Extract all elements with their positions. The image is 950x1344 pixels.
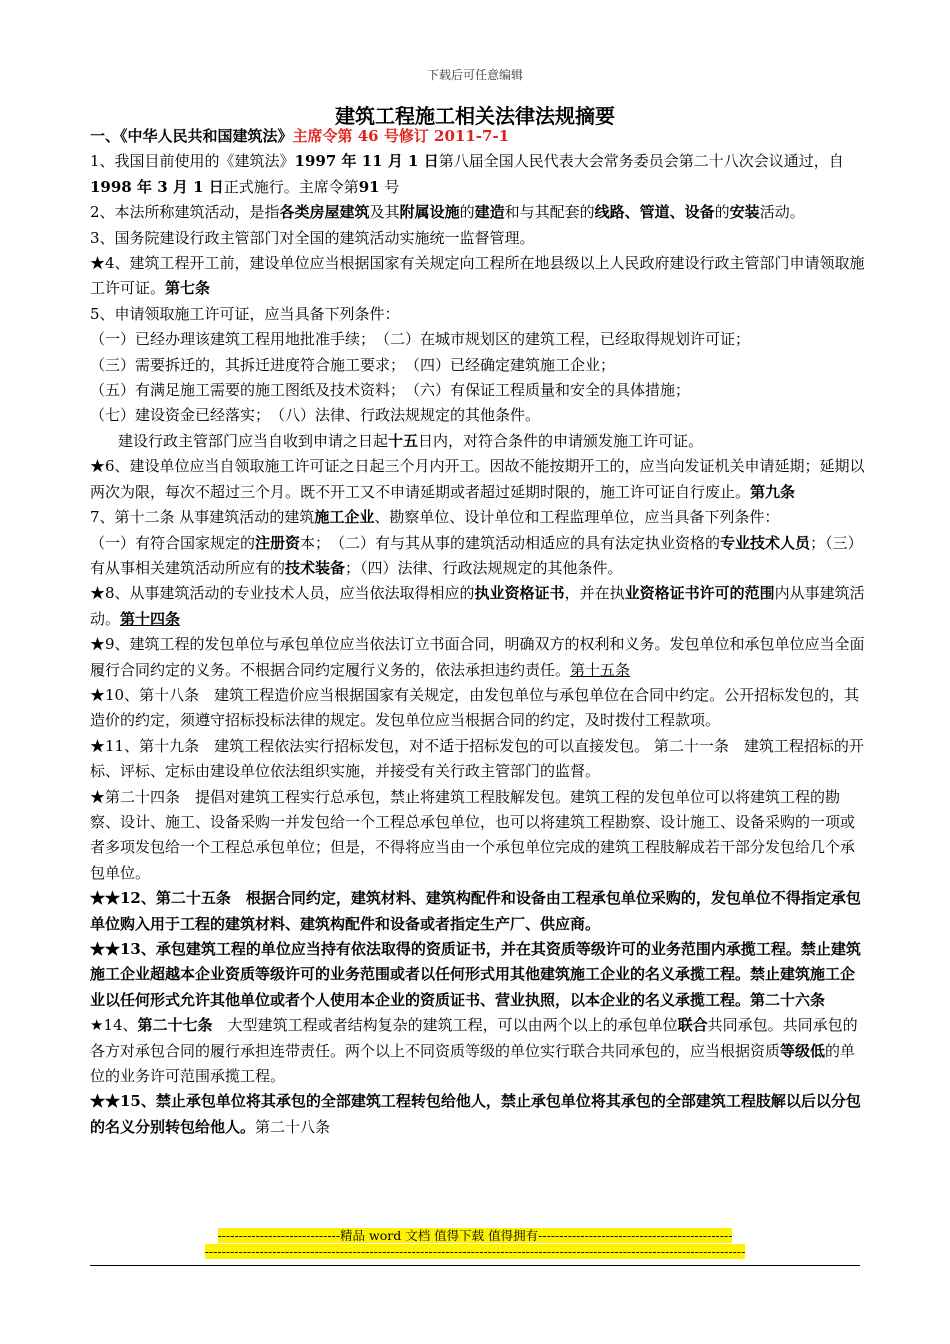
clause-10: ★10、第十八条 建筑工程造价应当根据国家有关规定，由发包单位与承包单位在合同中约定。公开招标发包的，其造价的约定，须遵守招标投标法律的规定。发包单位应当根据合同的约定，及时拨付工程款项。 (90, 685, 860, 730)
footer-banner-line-2: -------------------------------------------------------------------------------------------------------------------------------- (204, 1244, 746, 1259)
clause-5-conditions-4: （七）建设资金已经落实； （八）法律、行政法规规定的其他条件。 (90, 406, 541, 425)
clause-8: ★8、从事建筑活动的专业技术人员，应当依法取得相应的执业资格证书，并在执业资格证书许可的范围内从事建筑活动。第十四条 (90, 584, 865, 628)
clause-1: 1、我国目前使用的《建筑法》1997 年 11 月 1 日第八届全国人民代表大会常务委员会第二十八次会议通过，自1998 年 3 月 1 日正式施行。主席令第91 号 (90, 152, 844, 196)
law-name: 一、《中华人民共和国建筑法》 (90, 127, 293, 145)
clause-5-conditions-3: （五）有满足施工需要的施工图纸及技术资料； （六）有保证工程质量和安全的具体措施； (90, 381, 691, 400)
clause-5-permit: 建设行政主管部门应当自收到申请之日起十五日内，对符合条件的申请颁发施工许可证。 (118, 431, 704, 450)
clause-2: 2、本法所称建筑活动，是指各类房屋建筑及其附属设施的建造和与其配套的线路、管道、设备的安装活动。 (90, 203, 805, 222)
clause-12: ★★12、第二十五条 根据合同约定，建筑材料、建筑构配件和设备由工程承包单位采购的，发包单位不得指定承包单位购入用于工程的建筑材料、建筑构配件和设备或者指定生产厂、供应商。 (90, 889, 861, 933)
clause-5-conditions-1: （一）已经办理该建筑工程用地批准手续； （二）在城市规划区的建筑工程，已经取得规划许可证； (90, 330, 751, 349)
footer-banner-line-1: -----------------------------精品 word 文档 值得下载 值得拥有---------------------------------------------- (217, 1228, 733, 1243)
clause-15: ★★15、禁止承包单位将其承包的全部建筑工程转包给他人，禁止承包单位将其承包的全部建筑工程肢解以后以分包的名义分别转包给他人。第二十八条 (90, 1092, 861, 1136)
clause-5-intro: 5、申请领取施工许可证，应当具备下列条件： (90, 304, 400, 323)
clause-6: ★6、建设单位应当自领取施工许可证之日起三个月内开工。因故不能按期开工的，应当向发证机关申请延期；延期以两次为限，每次不超过三个月。既不开工又不申请延期或者超过延期时限的，施工许可证自行废止。第九条 (90, 457, 865, 501)
footer-rule (90, 1265, 860, 1266)
law-order: 主席令第 46 号修订 2011-7-1 (292, 127, 510, 145)
clause-5-conditions-2: （三）需要拆迁的，其拆迁进度符合施工要求； （四）已经确定建筑施工企业； (90, 355, 616, 374)
document-title: 建筑工程施工相关法律法规摘要 (335, 104, 615, 128)
header-note: 下载后可任意编辑 (426, 68, 523, 82)
section-heading (90, 124, 868, 149)
clause-7: 7、第十二条 从事建筑活动的建筑施工企业、勘察单位、设计单位和工程监理单位，应当具备下列条件： （一）有符合国家规定的注册资本； （二）有与其从事的建筑活动相适应的具有法定执业资格的专业技术人员；（三）有从事相关建筑活动所应有的技术装备；（四）法律、行政法规规定的其他条件。 (90, 508, 863, 577)
clause-11-supplement: ★第二十四条 提倡对建筑工程实行总承包，禁止将建筑工程肢解发包。建筑工程的发包单位可以将建筑工程的勘察、设计、施工、设备采购一并发包给一个工程总承包单位，也可以将建筑工程勘察、设计施工、设备采购的一项或者多项发包给一个工程总承包单位；但是，不得将应当由一个承包单位完成的建筑工程肢解成若干部分发包给几个承包单位。 (90, 787, 856, 882)
clause-3: 3、国务院建设行政主管部门对全国的建筑活动实施统一监督管理。 (90, 228, 535, 247)
footer-banner (0, 1228, 950, 1260)
document-body (90, 124, 868, 1140)
clause-11: ★11、第十九条 建筑工程依法实行招标发包，对不适于招标发包的可以直接发包。 第二十一条 建筑工程招标的开标、评标、定标由建设单位依法组织实施，并接受有关行政主管部门的监督。 (90, 736, 864, 781)
clause-9: ★9、建筑工程的发包单位与承包单位应当依法订立书面合同，明确双方的权利和义务。发包单位和承包单位应当全面履行合同约定的义务。不根据合同约定履行义务的，依法承担违约责任。第十五条 (90, 635, 865, 679)
clause-13: ★★13、承包建筑工程的单位应当持有依法取得的资质证书，并在其资质等级许可的业务范围内承揽工程。禁止建筑施工企业超越本企业资质等级许可的业务范围或者以任何形式用其他建筑施工企业的名义承揽工程。禁止建筑施工企业以任何形式允许其他单位或者个人使用本企业的资质证书、营业执照，以本企业的名义承揽工程。第二十六条 (90, 940, 861, 1009)
clause-4: ★4、建筑工程开工前，建设单位应当根据国家有关规定向工程所在地县级以上人民政府建设行政主管部门申请领取施工许可证。第七条 (90, 254, 865, 298)
clause-14: ★14、第二十七条 大型建筑工程或者结构复杂的建筑工程，可以由两个以上的承包单位联合共同承包。共同承包的各方对承包合同的履行承担连带责任。两个以上不同资质等级的单位实行联合共同承包的，应当根据资质等级低的单位的业务许可范围承揽工程。 (90, 1016, 858, 1086)
